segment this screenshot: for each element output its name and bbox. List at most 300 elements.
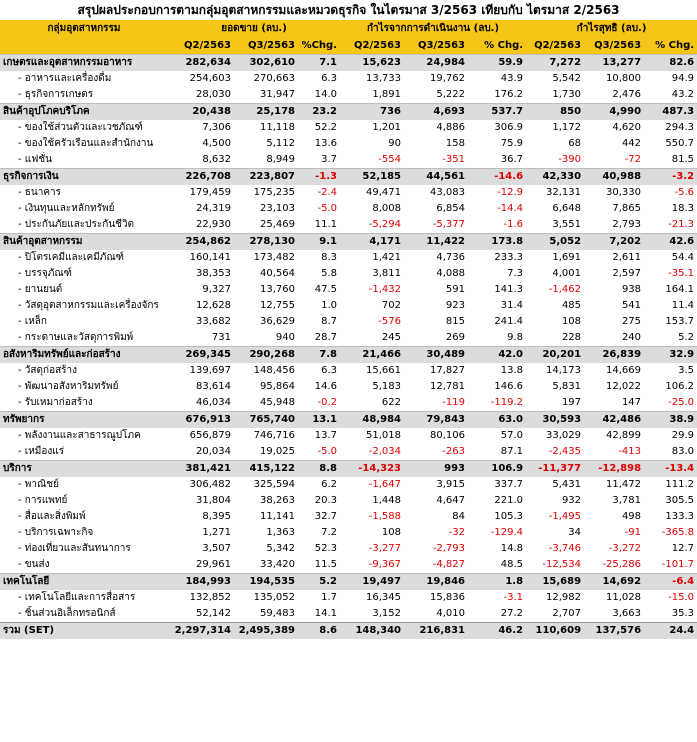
cell-op-q3: 5,222	[404, 87, 468, 104]
cell-sales-chg: 52.3	[298, 541, 340, 557]
cell-net-chg: 106.2	[644, 379, 697, 395]
cell-name: - ประกันภัยและประกันชีวิต	[0, 217, 168, 234]
cell-name: - การแพทย์	[0, 493, 168, 509]
cell-sales-q2: 8,632	[168, 152, 234, 169]
cell-sales-chg: 23.2	[298, 104, 340, 121]
cell-net-q3: -12,898	[584, 461, 644, 478]
cell-net-q2: -3,746	[526, 541, 584, 557]
cell-net-q2: 932	[526, 493, 584, 509]
table-row	[0, 152, 697, 169]
table-row	[0, 298, 697, 314]
cell-net-q2: 5,831	[526, 379, 584, 395]
cell-op-q2: -3,277	[340, 541, 404, 557]
cell-net-chg: 29.9	[644, 428, 697, 444]
cell-name: รวม (SET)	[0, 623, 168, 640]
cell-net-chg: 3.5	[644, 363, 697, 379]
cell-op-q3: -351	[404, 152, 468, 169]
table-row	[0, 395, 697, 412]
cell-name: - แฟชั่น	[0, 152, 168, 169]
cell-net-q2: 33,029	[526, 428, 584, 444]
cell-sales-q3: 38,263	[234, 493, 298, 509]
cell-name: เกษตรและอุตสาหกรรมอาหาร	[0, 55, 168, 72]
cell-net-chg: 82.6	[644, 55, 697, 72]
cell-sales-q3: 290,268	[234, 347, 298, 364]
cell-sales-q3: 45,948	[234, 395, 298, 412]
cell-op-q2: 1,448	[340, 493, 404, 509]
cell-sales-q3: 25,178	[234, 104, 298, 121]
cell-sales-q3: 11,141	[234, 509, 298, 525]
cell-net-q2: -1,462	[526, 282, 584, 298]
cell-op-q3: -119	[404, 395, 468, 412]
cell-sales-chg: -0.2	[298, 395, 340, 412]
cell-sales-chg: 1.0	[298, 298, 340, 314]
cell-sales-chg: 3.7	[298, 152, 340, 169]
category-row	[0, 55, 697, 72]
cell-sales-chg: 8.6	[298, 623, 340, 640]
table-row	[0, 557, 697, 574]
cell-net-q2: -1,495	[526, 509, 584, 525]
cell-net-q2: -12,534	[526, 557, 584, 574]
cell-name: - อาหารและเครื่องดื่ม	[0, 71, 168, 87]
table-row	[0, 266, 697, 282]
table-row	[0, 509, 697, 525]
header-op-chg: % Chg.	[468, 37, 526, 55]
cell-net-q3: 3,663	[584, 606, 644, 623]
cell-name: - กระดาษและวัสดุการพิมพ์	[0, 330, 168, 347]
table-row	[0, 525, 697, 541]
cell-op-q3: 43,083	[404, 185, 468, 201]
cell-op-chg: 146.6	[468, 379, 526, 395]
cell-net-q2: 1,730	[526, 87, 584, 104]
cell-net-q3: -413	[584, 444, 644, 461]
cell-sales-q3: 325,594	[234, 477, 298, 493]
cell-sales-q2: 656,879	[168, 428, 234, 444]
category-row	[0, 412, 697, 429]
table-row	[0, 428, 697, 444]
cell-op-chg: 221.0	[468, 493, 526, 509]
cell-net-q3: 12,022	[584, 379, 644, 395]
cell-net-q3: 2,793	[584, 217, 644, 234]
cell-sales-q2: 282,634	[168, 55, 234, 72]
cell-net-chg: 83.0	[644, 444, 697, 461]
cell-net-chg: 32.9	[644, 347, 697, 364]
cell-sales-chg: 5.8	[298, 266, 340, 282]
cell-net-chg: -6.4	[644, 574, 697, 591]
cell-name: - วัสดุอุตสาหกรรมและเครื่องจักร	[0, 298, 168, 314]
category-row	[0, 104, 697, 121]
cell-sales-q2: 184,993	[168, 574, 234, 591]
cell-net-q3: 147	[584, 395, 644, 412]
cell-net-q2: 5,052	[526, 234, 584, 251]
cell-net-q3: 938	[584, 282, 644, 298]
cell-name: สินค้าอุตสาหกรรม	[0, 234, 168, 251]
cell-op-q2: 1,201	[340, 120, 404, 136]
cell-op-q3: 12,781	[404, 379, 468, 395]
cell-sales-q3: 12,755	[234, 298, 298, 314]
cell-op-q3: 4,736	[404, 250, 468, 266]
cell-op-chg: 46.2	[468, 623, 526, 640]
cell-op-chg: 141.3	[468, 282, 526, 298]
cell-name: - เงินทุนและหลักทรัพย์	[0, 201, 168, 217]
cell-sales-q2: 20,438	[168, 104, 234, 121]
cell-name: เทคโนโลยี	[0, 574, 168, 591]
cell-sales-q3: 415,122	[234, 461, 298, 478]
table-row	[0, 541, 697, 557]
category-row	[0, 574, 697, 591]
cell-op-chg: 173.8	[468, 234, 526, 251]
cell-net-q2: -2,435	[526, 444, 584, 461]
cell-op-q3: 815	[404, 314, 468, 330]
cell-net-q3: 30,330	[584, 185, 644, 201]
cell-op-q2: 108	[340, 525, 404, 541]
cell-sales-q2: 22,930	[168, 217, 234, 234]
cell-net-q3: 7,865	[584, 201, 644, 217]
cell-net-q2: 32,131	[526, 185, 584, 201]
cell-net-chg: 81.5	[644, 152, 697, 169]
cell-net-q3: -91	[584, 525, 644, 541]
cell-net-chg: 18.3	[644, 201, 697, 217]
cell-name: - บรรจุภัณฑ์	[0, 266, 168, 282]
cell-sales-chg: 11.1	[298, 217, 340, 234]
header-op-q2: Q2/2563	[340, 37, 404, 55]
cell-net-q2: 1,691	[526, 250, 584, 266]
cell-op-chg: -3.1	[468, 590, 526, 606]
cell-sales-q2: 4,500	[168, 136, 234, 152]
table-row	[0, 201, 697, 217]
cell-sales-q2: 179,459	[168, 185, 234, 201]
cell-sales-q3: 31,947	[234, 87, 298, 104]
cell-sales-q3: 5,342	[234, 541, 298, 557]
cell-op-chg: 31.4	[468, 298, 526, 314]
table-row	[0, 379, 697, 395]
cell-sales-q2: 9,327	[168, 282, 234, 298]
cell-sales-chg: 6.2	[298, 477, 340, 493]
cell-op-q2: 8,008	[340, 201, 404, 217]
cell-sales-q3: 5,112	[234, 136, 298, 152]
cell-net-q3: 4,620	[584, 120, 644, 136]
cell-sales-q2: 83,614	[168, 379, 234, 395]
header-net-q3: Q3/2563	[584, 37, 644, 55]
cell-net-chg: 153.7	[644, 314, 697, 330]
cell-sales-chg: 11.5	[298, 557, 340, 574]
cell-net-q3: 442	[584, 136, 644, 152]
cell-op-chg: -119.2	[468, 395, 526, 412]
cell-sales-chg: 52.2	[298, 120, 340, 136]
total-row	[0, 623, 697, 640]
table-row	[0, 136, 697, 152]
cell-net-q3: 2,611	[584, 250, 644, 266]
cell-name: บริการ	[0, 461, 168, 478]
cell-op-q3: 4,010	[404, 606, 468, 623]
cell-op-q2: 148,340	[340, 623, 404, 640]
header-sales-q3: Q3/2563	[234, 37, 298, 55]
cell-sales-chg: 7.8	[298, 347, 340, 364]
cell-op-q2: -1,588	[340, 509, 404, 525]
cell-net-q3: 40,988	[584, 169, 644, 186]
table-body	[0, 55, 697, 640]
cell-sales-chg: 14.1	[298, 606, 340, 623]
cell-net-chg: -25.0	[644, 395, 697, 412]
cell-net-chg: 294.3	[644, 120, 697, 136]
cell-op-q2: 5,183	[340, 379, 404, 395]
cell-op-chg: -12.9	[468, 185, 526, 201]
cell-net-q2: 850	[526, 104, 584, 121]
cell-net-chg: 164.1	[644, 282, 697, 298]
cell-sales-q3: 302,610	[234, 55, 298, 72]
cell-net-q3: 42,486	[584, 412, 644, 429]
header-sales-chg: %Chg.	[298, 37, 340, 55]
cell-op-chg: 241.4	[468, 314, 526, 330]
cell-sales-chg: 13.1	[298, 412, 340, 429]
cell-net-q2: 30,593	[526, 412, 584, 429]
cell-sales-q3: 940	[234, 330, 298, 347]
cell-sales-q2: 12,628	[168, 298, 234, 314]
cell-sales-chg: 8.7	[298, 314, 340, 330]
cell-op-chg: 1.8	[468, 574, 526, 591]
cell-net-q3: 7,202	[584, 234, 644, 251]
cell-name: - รับเหมาก่อสร้าง	[0, 395, 168, 412]
cell-op-q2: 4,171	[340, 234, 404, 251]
cell-net-q2: 42,330	[526, 169, 584, 186]
cell-op-q2: 51,018	[340, 428, 404, 444]
cell-op-q3: 80,106	[404, 428, 468, 444]
cell-op-chg: 87.1	[468, 444, 526, 461]
cell-op-chg: 59.9	[468, 55, 526, 72]
cell-sales-q3: 95,864	[234, 379, 298, 395]
cell-net-chg: 133.3	[644, 509, 697, 525]
cell-sales-q3: 13,760	[234, 282, 298, 298]
cell-net-chg: 487.3	[644, 104, 697, 121]
cell-name: - ขนส่ง	[0, 557, 168, 574]
table-row	[0, 120, 697, 136]
cell-sales-q3: 175,235	[234, 185, 298, 201]
cell-sales-q2: 254,603	[168, 71, 234, 87]
cell-op-q3: 44,561	[404, 169, 468, 186]
cell-net-chg: 38.9	[644, 412, 697, 429]
cell-sales-chg: 14.6	[298, 379, 340, 395]
cell-net-q3: 137,576	[584, 623, 644, 640]
cell-sales-q2: 676,913	[168, 412, 234, 429]
cell-op-q2: -1,432	[340, 282, 404, 298]
cell-net-chg: 12.7	[644, 541, 697, 557]
cell-op-q3: 993	[404, 461, 468, 478]
cell-sales-chg: 5.2	[298, 574, 340, 591]
cell-op-q3: -4,827	[404, 557, 468, 574]
cell-net-q2: 108	[526, 314, 584, 330]
cell-op-q3: -263	[404, 444, 468, 461]
cell-net-q2: 15,689	[526, 574, 584, 591]
cell-name: - ท่องเที่ยวและสันทนาการ	[0, 541, 168, 557]
cell-op-q3: 4,693	[404, 104, 468, 121]
cell-net-chg: 43.2	[644, 87, 697, 104]
cell-sales-chg: 13.7	[298, 428, 340, 444]
cell-sales-q2: 52,142	[168, 606, 234, 623]
cell-name: - บริการเฉพาะกิจ	[0, 525, 168, 541]
cell-net-q3: 11,472	[584, 477, 644, 493]
cell-op-q3: 4,088	[404, 266, 468, 282]
cell-sales-q3: 746,716	[234, 428, 298, 444]
cell-op-chg: -14.4	[468, 201, 526, 217]
table-row	[0, 314, 697, 330]
table-row	[0, 71, 697, 87]
cell-op-chg: 42.0	[468, 347, 526, 364]
cell-sales-q2: 306,482	[168, 477, 234, 493]
cell-op-chg: 105.3	[468, 509, 526, 525]
cell-name: - สื่อและสิ่งพิมพ์	[0, 509, 168, 525]
cell-net-chg: 550.7	[644, 136, 697, 152]
cell-op-q2: 49,471	[340, 185, 404, 201]
cell-sales-q3: 278,130	[234, 234, 298, 251]
cell-net-chg: -21.3	[644, 217, 697, 234]
cell-op-q2: 52,185	[340, 169, 404, 186]
cell-net-chg: 111.2	[644, 477, 697, 493]
cell-net-q3: 14,692	[584, 574, 644, 591]
cell-op-chg: 9.8	[468, 330, 526, 347]
cell-net-q2: 197	[526, 395, 584, 412]
cell-op-q2: -14,323	[340, 461, 404, 478]
cell-sales-chg: -2.4	[298, 185, 340, 201]
cell-op-q2: 3,811	[340, 266, 404, 282]
cell-sales-chg: 14.0	[298, 87, 340, 104]
cell-sales-q2: 46,034	[168, 395, 234, 412]
cell-op-chg: 233.3	[468, 250, 526, 266]
cell-net-q3: 2,597	[584, 266, 644, 282]
table-row	[0, 330, 697, 347]
cell-sales-q3: 194,535	[234, 574, 298, 591]
cell-op-q2: 736	[340, 104, 404, 121]
cell-net-q3: 42,899	[584, 428, 644, 444]
cell-op-q2: -1,647	[340, 477, 404, 493]
cell-op-q3: 15,836	[404, 590, 468, 606]
cell-net-q2: 34	[526, 525, 584, 541]
header-sales: ยอดขาย (ลบ.)	[168, 20, 340, 37]
cell-net-chg: -365.8	[644, 525, 697, 541]
cell-net-q3: -72	[584, 152, 644, 169]
cell-sales-q2: 139,697	[168, 363, 234, 379]
cell-op-q2: 90	[340, 136, 404, 152]
cell-op-q3: 4,647	[404, 493, 468, 509]
cell-name: - ของใช้ครัวเรือนและสำนักงาน	[0, 136, 168, 152]
cell-name: ธุรกิจการเงิน	[0, 169, 168, 186]
cell-sales-q2: 3,507	[168, 541, 234, 557]
cell-sales-q3: 11,118	[234, 120, 298, 136]
cell-sales-q2: 20,034	[168, 444, 234, 461]
category-row	[0, 169, 697, 186]
header-row-groups	[0, 20, 697, 37]
cell-sales-q3: 270,663	[234, 71, 298, 87]
cell-net-chg: 305.5	[644, 493, 697, 509]
category-row	[0, 461, 697, 478]
cell-op-chg: -129.4	[468, 525, 526, 541]
cell-op-q2: 15,661	[340, 363, 404, 379]
header-net-q2: Q2/2563	[526, 37, 584, 55]
cell-op-chg: 36.7	[468, 152, 526, 169]
table-row	[0, 493, 697, 509]
cell-sales-q3: 8,949	[234, 152, 298, 169]
cell-op-q2: 21,466	[340, 347, 404, 364]
table-row	[0, 217, 697, 234]
table-row	[0, 606, 697, 623]
cell-sales-q2: 132,852	[168, 590, 234, 606]
header-blank	[0, 37, 168, 55]
cell-sales-q2: 29,961	[168, 557, 234, 574]
cell-op-chg: 75.9	[468, 136, 526, 152]
cell-op-chg: 14.8	[468, 541, 526, 557]
cell-op-q3: -32	[404, 525, 468, 541]
cell-name: - พาณิชย์	[0, 477, 168, 493]
table-row	[0, 87, 697, 104]
cell-name: - เทคโนโลยีและการสื่อสาร	[0, 590, 168, 606]
cell-net-chg: 42.6	[644, 234, 697, 251]
cell-sales-q3: 135,052	[234, 590, 298, 606]
cell-sales-q3: 2,495,389	[234, 623, 298, 640]
cell-sales-chg: -5.0	[298, 444, 340, 461]
cell-sales-q3: 173,482	[234, 250, 298, 266]
header-op-q3: Q3/2563	[404, 37, 468, 55]
cell-net-q3: 498	[584, 509, 644, 525]
cell-op-q3: 17,827	[404, 363, 468, 379]
cell-op-q2: 15,623	[340, 55, 404, 72]
cell-net-q2: 7,272	[526, 55, 584, 72]
header-sales-q2: Q2/2563	[168, 37, 234, 55]
cell-sales-q3: 25,469	[234, 217, 298, 234]
cell-sales-chg: 47.5	[298, 282, 340, 298]
cell-sales-q3: 40,564	[234, 266, 298, 282]
cell-op-chg: -1.6	[468, 217, 526, 234]
cell-net-chg: 54.4	[644, 250, 697, 266]
cell-net-q2: 2,707	[526, 606, 584, 623]
cell-net-q2: 5,542	[526, 71, 584, 87]
cell-net-q3: 240	[584, 330, 644, 347]
cell-sales-chg: 1.7	[298, 590, 340, 606]
table-row	[0, 590, 697, 606]
cell-op-chg: 27.2	[468, 606, 526, 623]
cell-op-q3: 591	[404, 282, 468, 298]
cell-sales-q2: 28,030	[168, 87, 234, 104]
cell-net-chg: -5.6	[644, 185, 697, 201]
cell-op-chg: 57.0	[468, 428, 526, 444]
cell-net-q2: 12,982	[526, 590, 584, 606]
cell-sales-chg: 32.7	[298, 509, 340, 525]
cell-net-q2: 14,173	[526, 363, 584, 379]
cell-sales-q3: 23,103	[234, 201, 298, 217]
cell-net-q2: 5,431	[526, 477, 584, 493]
cell-net-chg: -101.7	[644, 557, 697, 574]
cell-sales-chg: 6.3	[298, 363, 340, 379]
cell-sales-q3: 148,456	[234, 363, 298, 379]
cell-sales-chg: -5.0	[298, 201, 340, 217]
cell-net-q3: 13,277	[584, 55, 644, 72]
cell-net-chg: 11.4	[644, 298, 697, 314]
cell-sales-chg: 7.2	[298, 525, 340, 541]
cell-op-q3: 30,489	[404, 347, 468, 364]
cell-net-chg: -3.2	[644, 169, 697, 186]
table-row	[0, 444, 697, 461]
cell-op-q2: 1,891	[340, 87, 404, 104]
cell-name: ทรัพยากร	[0, 412, 168, 429]
cell-name: - ของใช้ส่วนตัวและเวชภัณฑ์	[0, 120, 168, 136]
cell-sales-q3: 765,740	[234, 412, 298, 429]
cell-op-q2: 245	[340, 330, 404, 347]
cell-sales-q2: 1,271	[168, 525, 234, 541]
cell-op-chg: 63.0	[468, 412, 526, 429]
cell-op-chg: -14.6	[468, 169, 526, 186]
category-row	[0, 347, 697, 364]
cell-op-q2: 13,733	[340, 71, 404, 87]
header-industry: กลุ่มอุตสาหกรรม	[0, 20, 168, 37]
cell-op-q2: 3,152	[340, 606, 404, 623]
cell-sales-q2: 731	[168, 330, 234, 347]
